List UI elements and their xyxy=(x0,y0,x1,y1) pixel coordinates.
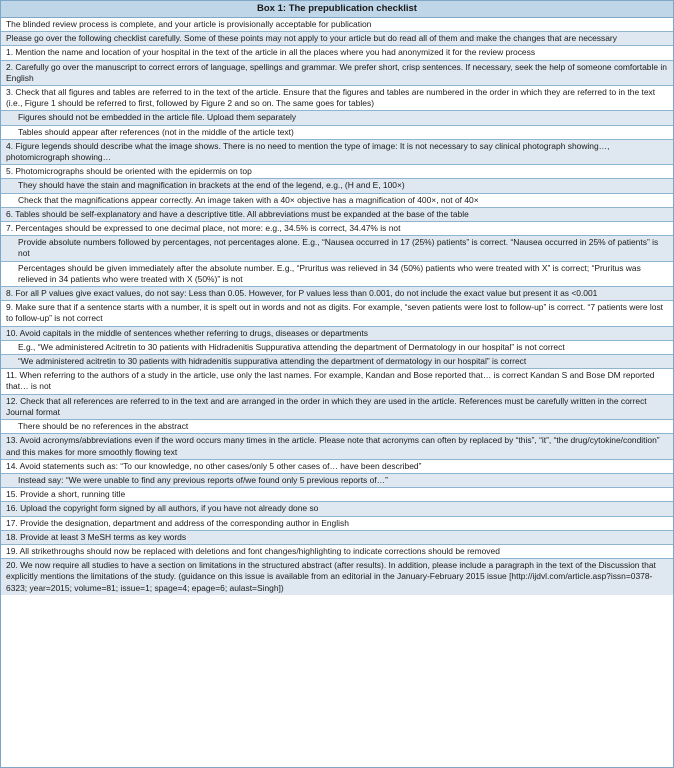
checklist-subitem: Percentages should be given immediately after the absolute number. E.g., “Pruritus was relieved in 34 (50%) patients who were treated with X” is correct; “Pruritus was relieved in 34 patients who were treated with X (50%)” is not xyxy=(1,262,673,287)
checklist-item: 2. Carefully go over the manuscript to correct errors of language, spellings and grammar. We prefer short, crisp sentences. If necessary, seek the help of someone comfortable in English xyxy=(1,61,673,86)
checklist-item: 20. We now require all studies to have a section on limitations in the structured abstract (after results). In addition, please include a paragraph in the text of the Discussion that explicitly mentions the limitations of the study. (guidance on this issue is available from an editorial in the January-February 2015 issue [http://ijdvl.com/article.asp?issn=0378-6323; year=2015; volume=81; issue=1; spage=4; epage=6; aulast=Singh]) xyxy=(1,559,673,595)
checklist-item: 1. Mention the name and location of your hospital in the text of the article in all the places where you had anonymized it for the review process xyxy=(1,46,673,60)
checklist-item: 18. Provide at least 3 MeSH terms as key words xyxy=(1,531,673,545)
checklist-item: 15. Provide a short, running title xyxy=(1,488,673,502)
checklist-item: 7. Percentages should be expressed to one decimal place, not more: e.g., 34.5% is correct, 34.47% is not xyxy=(1,222,673,236)
checklist-item: 14. Avoid statements such as: “To our knowledge, no other cases/only 5 other cases of… have been described” xyxy=(1,460,673,474)
checklist-subitem: Tables should appear after references (not in the middle of the article text) xyxy=(1,126,673,140)
checklist-subitem: Instead say: “We were unable to find any previous reports of/we found only 5 previous reports of…” xyxy=(1,474,673,488)
checklist-subitem: Check that the magnifications appear correctly. An image taken with a 40× objective has a magnification of 400×, not of 40× xyxy=(1,194,673,208)
checklist-subitem: “We administered acitretin to 30 patients with hidradenitis suppurativa attending the department of dermatology in our hospital” is correct xyxy=(1,355,673,369)
checklist-item: 3. Check that all figures and tables are referred to in the text of the article. Ensure that the figures and tables are numbered in the order in which they are referred to in the text (i.e., Figure 1 should be referred to first, followed by Figure 2 and so on. The same goes for tables) xyxy=(1,86,673,111)
checklist-subitem: Figures should not be embedded in the article file. Upload them separately xyxy=(1,111,673,125)
checklist-item: 9. Make sure that if a sentence starts with a number, it is spelt out in words and not as digits. For example, “seven patients were lost to follow-up” is correct. “7 patients were lost to follow-up” is not correct xyxy=(1,301,673,326)
checklist-item: 5. Photomicrographs should be oriented with the epidermis on top xyxy=(1,165,673,179)
checklist-subitem: They should have the stain and magnification in brackets at the end of the legend, e.g., (H and E, 100×) xyxy=(1,179,673,193)
checklist-subitem: There should be no references in the abstract xyxy=(1,420,673,434)
checklist-item: Please go over the following checklist carefully. Some of these points may not apply to your article but do read all of them and make the changes that are necessary xyxy=(1,32,673,46)
checklist-item: The blinded review process is complete, and your article is provisionally acceptable for publication xyxy=(1,18,673,32)
checklist-subitem: E.g., “We administered Acitretin to 30 patients with Hidradenitis Suppurativa attending the department of Dermatology in our hospital” is not correct xyxy=(1,341,673,355)
checklist-item: 6. Tables should be self-explanatory and have a descriptive title. All abbreviations must be expanded at the base of the table xyxy=(1,208,673,222)
checklist-item: 16. Upload the copyright form signed by all authors, if you have not already done so xyxy=(1,502,673,516)
checklist-item: 10. Avoid capitals in the middle of sentences whether referring to drugs, diseases or departments xyxy=(1,327,673,341)
checklist-item: 17. Provide the designation, department and address of the corresponding author in English xyxy=(1,517,673,531)
box-title: Box 1: The prepublication checklist xyxy=(1,1,673,18)
checklist-item: 19. All strikethroughs should now be replaced with deletions and font changes/highlighting to indicate corrections should be removed xyxy=(1,545,673,559)
checklist-subitem: Provide absolute numbers followed by percentages, not percentages alone. E.g., “Nausea occurred in 17 (25%) patients” is correct. “Nausea occurred in 25% of patients” is not xyxy=(1,236,673,261)
checklist-item: 13. Avoid acronyms/abbreviations even if the word occurs many times in the article. Please note that acronyms can often by replaced by “this”, “it”, “the drug/cytokine/condition” and this makes for more smoothly flowing text xyxy=(1,434,673,459)
checklist-item: 11. When referring to the authors of a study in the article, use only the last names. For example, Kandan and Bose reported that… is correct Kandan S and Bose DM reported that… is not xyxy=(1,369,673,394)
checklist-item: 4. Figure legends should describe what the image shows. There is no need to mention the type of image: It is not necessary to say clinical photograph showing…, photomicrograph showing… xyxy=(1,140,673,165)
checklist-item: 12. Check that all references are referred to in the text and are arranged in the order in which they are used in the article. References must be carefully written in the correct Journal format xyxy=(1,395,673,420)
checklist-rows xyxy=(1,18,673,595)
checklist-item: 8. For all P values give exact values, do not say: Less than 0.05. However, for P values less than 0.001, do not include the exact value but present it as <0.001 xyxy=(1,287,673,301)
